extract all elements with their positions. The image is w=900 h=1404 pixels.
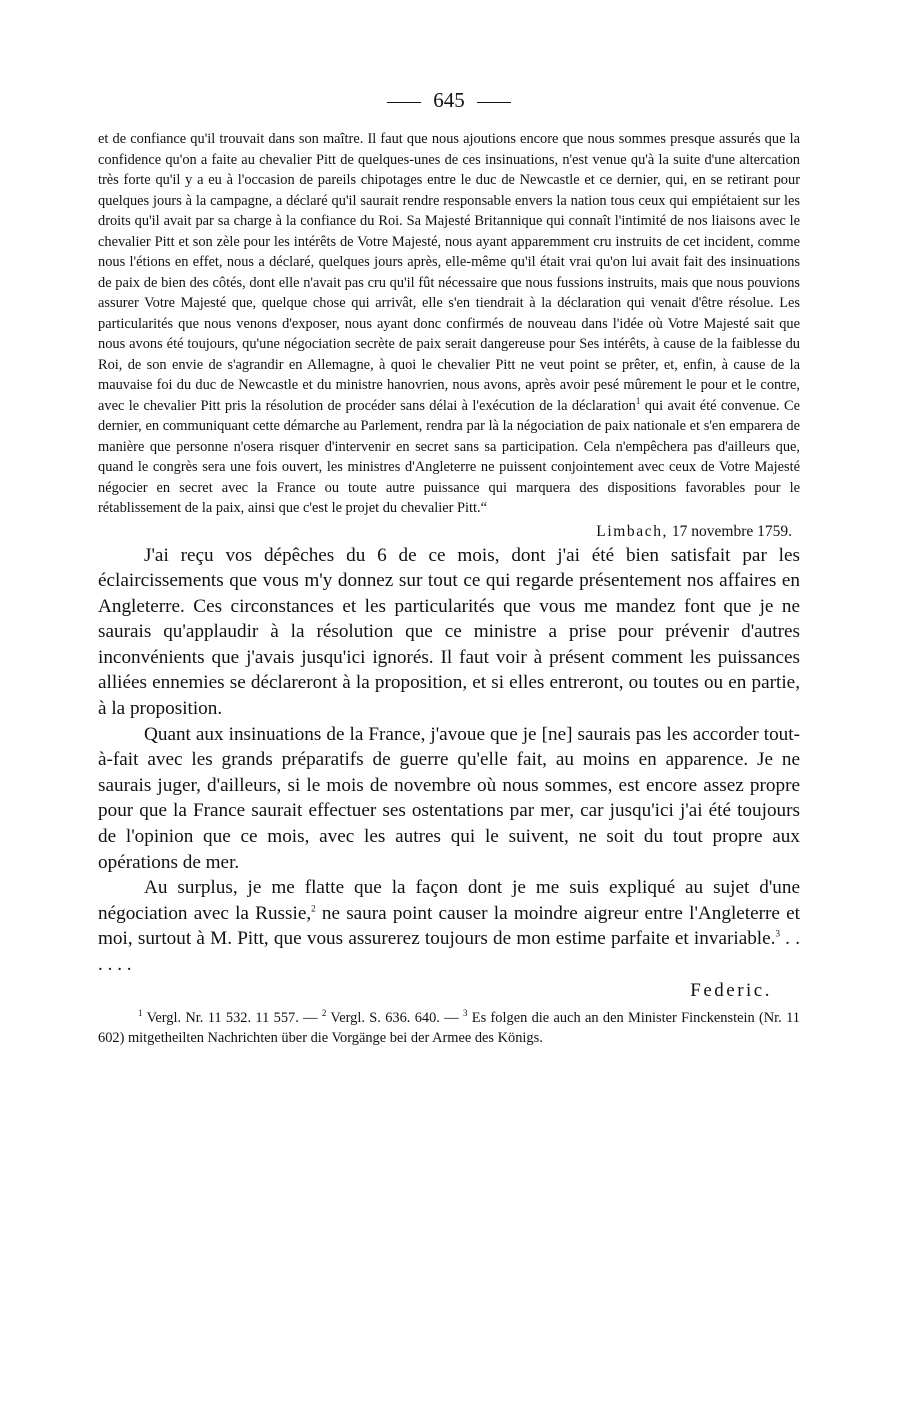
left-rule: [387, 102, 421, 103]
letter-paragraph-2: Quant aux insinuations de la France, j'avoue que je [ne] saurais pas les accorder tout-à-fait avec les grands préparatifs de guerre qu'elle fait, au moins en apparence. Je ne saurais juger, d'ailleurs, si le mois de novembre où nous sommes, est encore assez propre pour que la France saurait effectuer ses ostentations par mer, car jusqu'ici j'ai été toujours de l'opinion que ce mois, avec les autres qui le suivent, ne soit du tout propre aux opérations de mer.: [98, 723, 800, 873]
quote-text-continued: qui avait été convenue. Ce dernier, en communiquant cette démarche au Parlement, rendra par là la négociation de paix nationale et s'en emparera de manière que personne n'osera risquer d'intervenir en secret sans sa participation. Cela n'empêchera pas d'ailleurs que, quand le congrès sera une fois ouvert, les ministres d'Angleterre ne puissent conjointement avec ceux de Votre Majesté négocier en secret avec la France ou toute autre puissance qui marquera des dispositions favorables pour le rétablissement de la paix, ainsi que c'est le projet du chevalier Pitt.“: [98, 397, 801, 516]
footnote-ref-3: 3: [775, 929, 780, 940]
footnote-3-text: Es folgen die auch an den Minister Finckenstein (Nr. 11 602) mitgetheilten Nachrichten über die Vorgänge bei der Armee des Königs.: [98, 1009, 800, 1047]
footnote-2-text: Vergl. S. 636. 640. —: [326, 1009, 463, 1026]
footnote-ref-2: 2: [311, 903, 316, 914]
paragraph-3-ellipsis: . . . . . .: [98, 928, 801, 975]
page-number: 645: [433, 88, 465, 112]
footnote-3-number: 3: [462, 1007, 468, 1018]
dateline-date: 17 novembre 1759.: [671, 522, 792, 540]
footnote-line: [98, 1008, 800, 1049]
footnote-1-text: Vergl. Nr. 11 532. 11 557. —: [142, 1009, 322, 1026]
signature: Federic.: [690, 979, 772, 1001]
quote-text: et de confiance qu'il trouvait dans son maître. Il faut que nous ajoutions encore que nous sommes presque assurés que la confidence qu'on a faite au chevalier Pitt de quelques-unes de ces insinuations, n'est venue qu'à la suite d'une altercation très forte qu'il y a eu à l'occasion de pareils chipotages entre le duc de Newcastle et ce dernier, qui, en se retirant pour quelques jours à la campagne, a déclaré qu'il saurait rendre responsable envers la nation tous ceux qui empiétaient sur les droits qu'il avait par sa charge à la confiance du Roi. Sa Majesté Britannique qui connaît l'intimité de nos liaisons avec le chevalier Pitt et son zèle pour les intérêts de Votre Majesté, nous ayant apparemment cru instruits de cet incident, comme nous l'étions en effet, nous a déclaré, quelques jours après, elle-même qu'il était vrai qu'on lui avait fait des insinuations de paix de bien des côtés, dont elle n'avait pas cru qu'il fût nécessaire que nous fussions instruits, mais que nous pouvions assurer Votre Majesté que, quelque chose qui arrivât, elle s'en tiendrait à la déclaration qui venait d'être résolue. Les particularités que nous venons d'exposer, nous ayant donc confirmés de nouveau dans l'idée où Votre Majesté sait que nous avons été toujours, qu'une négociation secrète de paix serait dangereuse pour Ses intérêts, à cause de la faiblesse du Roi, de son envie de s'agrandir en Allemagne, à quoi le chevalier Pitt ne veut point se prêter, et, enfin, à cause de la mauvaise foi du duc de Newcastle et du ministre hanovrien, nous avons, après avoir pesé mûrement le pour et le contre, avec le chevalier Pitt pris la résolution de procéder sans délai à l'exécution de la déclaration: [98, 131, 800, 414]
footnotes: [98, 1008, 800, 1049]
footnote-1-number: 1: [138, 1007, 143, 1018]
footnote-ref-1: 1: [635, 395, 641, 406]
paragraph-3-text: Au surplus, je me flatte que la façon dont je me suis expliqué au sujet d'une négociation avec la Russie,: [98, 877, 800, 924]
page-number-header: [98, 86, 800, 114]
footnote-2-number: 2: [321, 1007, 327, 1018]
document-page: [98, 86, 800, 1049]
paragraph-3-text-middle: ne saura point causer la moindre aigreur entre l'Angleterre et moi, surtout à M. Pitt, que vous assurerez toujours de mon estime parfaite et invariable.: [98, 902, 800, 950]
right-rule: [477, 102, 511, 103]
letter-body: [98, 543, 800, 978]
dateline-place: Limbach,: [596, 522, 669, 540]
letter-paragraph-3: [98, 875, 800, 977]
quoted-report: [98, 129, 800, 519]
dateline: [98, 521, 800, 543]
quoted-report-paragraph: [98, 129, 800, 519]
letter-paragraph-1: J'ai reçu vos dépêches du 6 de ce mois, dont j'ai été bien satisfait par les éclaircissements que vous m'y donnez sur tout ce qui regarde présentement nos affaires en Angleterre. Ces circonstances et les particularités que vous me mandez font que je ne saurais qu'applaudir à la résolution que ce ministre a prise pour prévenir d'autres inconvénients que j'avais jusqu'ici ignorés. Il faut voir à présent comment les puissances alliées ennemies se déclareront à la proposition, et si elles entreront, ou toutes ou en partie, à la proposition.: [98, 544, 800, 720]
